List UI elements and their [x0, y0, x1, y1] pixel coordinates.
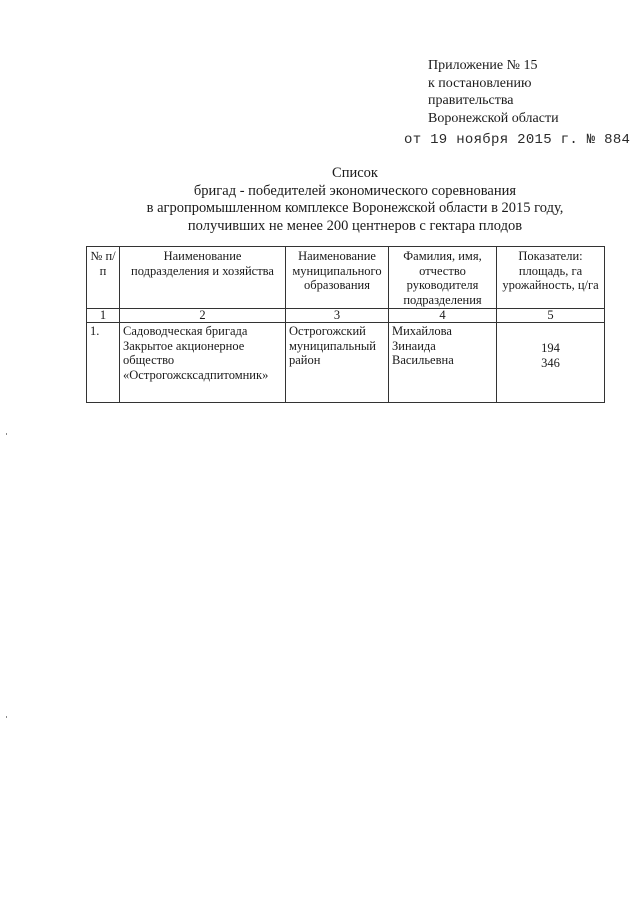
document-title [60, 165, 640, 235]
annex-block [428, 57, 559, 127]
column-number: 3 [286, 309, 389, 323]
column-number: 4 [389, 309, 497, 323]
column-number: 5 [497, 309, 605, 323]
row-area: 194 [541, 341, 560, 355]
header-num: № п/п [87, 247, 120, 309]
row-yield: 346 [541, 355, 560, 370]
column-number: 2 [120, 309, 286, 323]
annex-line: Приложение № 15 [428, 58, 538, 73]
row-num: 1. [87, 323, 120, 403]
margin-mark [6, 716, 7, 718]
title-line: Список [332, 165, 378, 181]
margin-mark [6, 433, 7, 435]
annex-line: Воронежской области [428, 110, 559, 126]
annex-line: к постановлению [428, 75, 532, 91]
title-line: в агропромышленном комплексе Воронежской области в 2015 году, [146, 200, 564, 216]
header-leader: Фамилия, имя, отчество руководителя подразделения [389, 247, 497, 309]
table-header-row [87, 247, 605, 309]
row-indicators [497, 323, 605, 403]
header-indicators: Показатели: площадь, га урожайность, ц/га [497, 247, 605, 309]
header-municipality: Наименование муниципального образования [286, 247, 389, 309]
title-line: бригад - победителей экономического соревнования [193, 182, 517, 199]
winners-table [86, 246, 605, 403]
row-unit: Садоводческая бригада Закрытое акционерное общество «Острогожсксадпитомник» [120, 323, 286, 403]
row-municipality: Острогожский муниципальный район [286, 323, 389, 403]
column-number: 1 [87, 309, 120, 323]
header-unit: Наименование подразделения и хозяйства [120, 247, 286, 309]
table-row [87, 323, 605, 403]
column-number-row [87, 309, 605, 323]
title-line: получивших не менее 200 центнеров с гектара плодов [187, 217, 523, 234]
row-leader: Михайлова Зинаида Васильевна [389, 323, 497, 403]
date-stamp: от 19 ноября 2015 г. № 884 [404, 132, 631, 148]
annex-line: правительства [428, 93, 514, 108]
